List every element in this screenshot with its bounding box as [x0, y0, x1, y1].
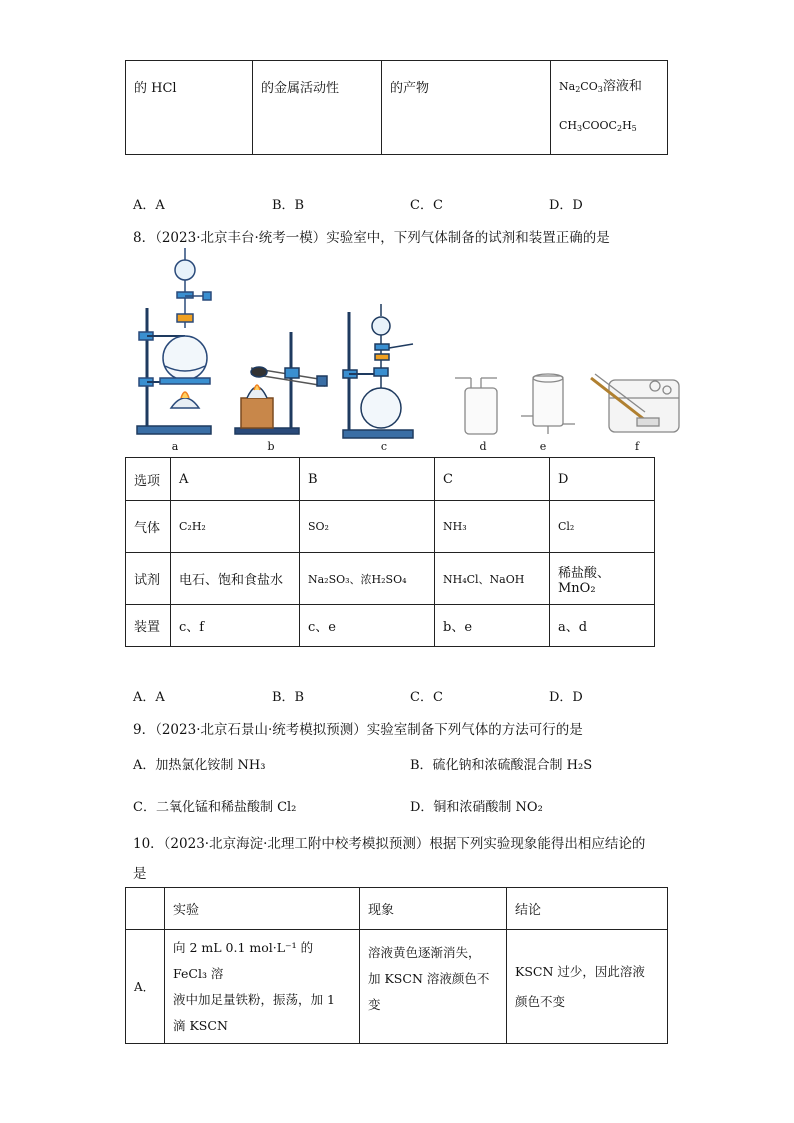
q8-header-a: A: [171, 458, 300, 501]
q10-header-conclusion: 结论: [507, 888, 668, 930]
q9-option-a[interactable]: A．加热氯化铵制 NH₃: [133, 758, 266, 773]
q8-cell-gas-d: Cl₂: [550, 501, 655, 553]
q8-row-label-reagent: 试剂: [126, 553, 171, 605]
apparatus-c: [343, 304, 413, 438]
q8-header-d: D: [550, 458, 655, 501]
apparatus-e: [521, 374, 575, 434]
apparatus-d: [455, 378, 497, 434]
q8-cell-reagent-b: Na₂SO₃、浓H₂SO₄: [300, 553, 435, 605]
q10-row-a-label: A．: [126, 930, 165, 1044]
q8-cell-gas-a: C₂H₂: [171, 501, 300, 553]
apparatus-label-a: a: [171, 440, 179, 453]
q8-cell-apparatus-b: c、e: [300, 605, 435, 647]
q8-option-c[interactable]: C．C: [410, 690, 443, 705]
q10-row-a-conclusion: KSCN 过少，因此溶液 颜色不变: [507, 930, 668, 1044]
q8-cell-reagent-c: NH₄Cl、NaOH: [435, 553, 550, 605]
top-cell-2: 的金属活动性: [253, 61, 382, 155]
q10-header-phenomenon: 现象: [360, 888, 507, 930]
apparatus-a: [137, 248, 211, 434]
q7-option-c[interactable]: C．C: [410, 198, 443, 213]
q8-option-d[interactable]: D．D: [549, 690, 583, 705]
q8-cell-gas-b: SO₂: [300, 501, 435, 553]
q10-table: [125, 887, 668, 1044]
q7-option-a[interactable]: A．A: [133, 198, 165, 213]
top-cell-1: 的 HCl: [126, 61, 253, 155]
q9-stem: 9．（2023·北京石景山·统考模拟预测）实验室制备下列气体的方法可行的是: [133, 722, 583, 738]
q9-option-b[interactable]: B．硫化钠和浓硫酸混合制 H₂S: [410, 758, 593, 773]
q10-header-blank: [126, 888, 165, 930]
q8-header-c: C: [435, 458, 550, 501]
apparatus-label-b: b: [267, 440, 275, 453]
q10-stem-line1: 10．（2023·北京海淀·北理工附中校考模拟预测）根据下列实验现象能得出相应结论的: [133, 836, 646, 852]
apparatus-f: [591, 374, 679, 432]
q9-option-d[interactable]: D．铜和浓硝酸制 NO₂: [410, 800, 543, 815]
q7-option-b[interactable]: B．B: [272, 198, 305, 213]
q8-cell-reagent-a: 电石、饱和食盐水: [171, 553, 300, 605]
q8-cell-apparatus-c: b、e: [435, 605, 550, 647]
apparatus-label-f: f: [634, 440, 640, 453]
top-table: [125, 60, 668, 155]
q8-row-label-gas: 气体: [126, 501, 171, 553]
q8-row-label-apparatus: 装置: [126, 605, 171, 647]
q7-option-d[interactable]: D．D: [549, 198, 583, 213]
apparatus-label-e: e: [539, 440, 547, 453]
q8-cell-apparatus-a: c、f: [171, 605, 300, 647]
q8-cell-reagent-d: 稀盐酸、MnO₂: [550, 553, 655, 605]
q10-row-a-phenomenon: 溶液黄色逐渐消失， 加 KSCN 溶液颜色不 变: [360, 930, 507, 1044]
q8-cell-apparatus-d: a、d: [550, 605, 655, 647]
q9-option-c[interactable]: C．二氧化锰和稀盐酸制 Cl₂: [133, 800, 297, 815]
q10-stem-line2: 是: [133, 866, 147, 882]
top-cell-3: 的产物: [382, 61, 551, 155]
q8-header-option: 选项: [126, 458, 171, 501]
top-cell-4: $Na_2CO_3$溶液和 $CH_3COOC_2H_5$: [551, 61, 668, 155]
q10-row-a-experiment: 向 2 mL 0.1 mol·L⁻¹ 的 FeCl₃ 溶 液中加足量铁粉，振荡，加 1 滴 KSCN: [165, 930, 360, 1044]
q8-option-b[interactable]: B．B: [272, 690, 305, 705]
q8-header-b: B: [300, 458, 435, 501]
apparatus-illustration: [125, 248, 690, 458]
q8-cell-gas-c: NH₃: [435, 501, 550, 553]
apparatus-b: [235, 332, 327, 434]
q8-table: [125, 457, 655, 647]
q10-header-experiment: 实验: [165, 888, 360, 930]
q8-option-a[interactable]: A．A: [133, 690, 165, 705]
apparatus-label-c: c: [380, 440, 388, 453]
apparatus-label-d: d: [479, 440, 487, 453]
q8-stem: 8．（2023·北京丰台·统考一模）实验室中，下列气体制备的试剂和装置正确的是: [133, 230, 610, 246]
